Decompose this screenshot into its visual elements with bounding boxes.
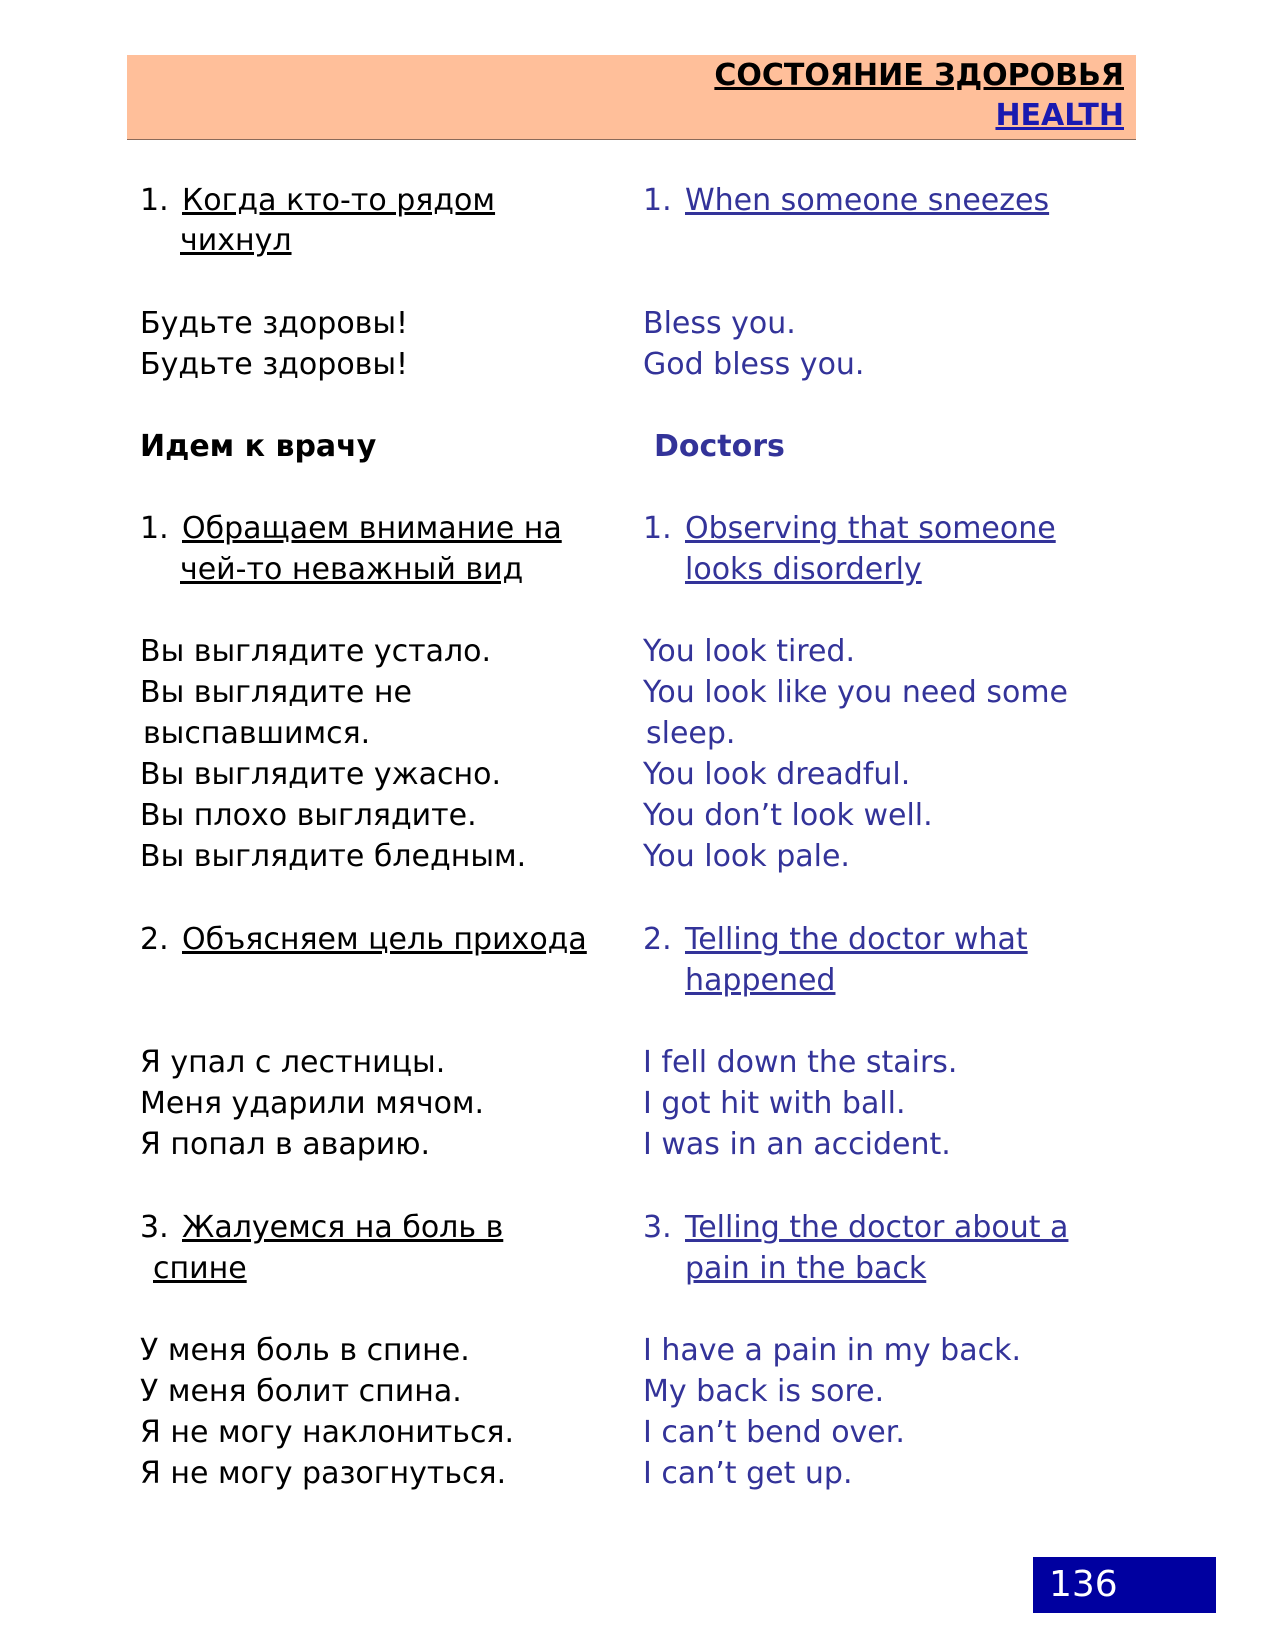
section2-phrase-en: I was in an accident. — [643, 1127, 951, 1162]
section0-phrase-en: God bless you. — [643, 347, 865, 382]
section2-heading-en[interactable] — [643, 919, 1028, 960]
section2-phrase-en: I fell down the stairs. — [643, 1045, 958, 1080]
section3-phrase-ru: Я не могу разогнуться. — [140, 1456, 507, 1491]
doctors-title-ru: Идем к врачу — [140, 429, 377, 464]
section1-heading-en-line1[interactable]: Observing that someone — [685, 511, 1056, 546]
section2-phrase-ru: Меня ударили мячом. — [140, 1086, 485, 1121]
section3-phrase-ru: Я не могу наклониться. — [140, 1415, 515, 1450]
section3-phrase-en: I can’t get up. — [643, 1456, 853, 1491]
section2-phrase-ru: Я упал с лестницы. — [140, 1045, 446, 1080]
section3-heading-ru-line2[interactable]: спине — [153, 1251, 247, 1286]
section3-heading-en-line1[interactable]: Telling the doctor about a — [685, 1210, 1069, 1245]
section1-heading-ru-line1[interactable]: Обращаем внимание на — [182, 511, 562, 546]
section0-phrase-en: Bless you. — [643, 306, 796, 341]
section3-phrase-ru: У меня боль в спине. — [140, 1333, 470, 1368]
section1-heading-en[interactable] — [643, 508, 1056, 549]
section0-phrase-ru: Будьте здоровы! — [140, 347, 409, 382]
section2-heading-ru[interactable] — [140, 919, 587, 960]
section1-phrase-en: You look pale. — [643, 839, 850, 874]
section3-phrase-ru: У меня болит спина. — [140, 1374, 462, 1409]
section3-heading-en[interactable] — [643, 1207, 1069, 1248]
section1-heading-en-num: 1. — [643, 511, 672, 546]
section1-phrase-ru: Вы плохо выглядите. — [140, 798, 477, 833]
section0-heading-en[interactable] — [643, 180, 1050, 221]
section0-heading-ru-line2[interactable]: чихнул — [180, 223, 292, 258]
section2-phrase-en: I got hit with ball. — [643, 1086, 906, 1121]
section0-heading-ru[interactable] — [140, 180, 496, 221]
section1-heading-ru-num: 1. — [140, 511, 169, 546]
section3-heading-en-num: 3. — [643, 1210, 672, 1245]
section3-phrase-en: I can’t bend over. — [643, 1415, 905, 1450]
doctors-title-en: Doctors — [654, 429, 785, 464]
section0-phrase-ru: Будьте здоровы! — [140, 306, 409, 341]
section1-heading-ru[interactable] — [140, 508, 562, 549]
section3-heading-ru-line1[interactable]: Жалуемся на боль в — [182, 1210, 504, 1245]
section3-heading-en-line2[interactable]: pain in the back — [685, 1251, 927, 1286]
header-title-en[interactable]: HEALTH — [995, 98, 1124, 133]
section3-heading-ru[interactable] — [140, 1207, 504, 1248]
section0-heading-en-line1[interactable]: When someone sneezes — [685, 183, 1050, 218]
section1-phrase-en: sleep. — [646, 716, 736, 751]
page-header — [127, 55, 1136, 140]
section1-phrase-en: You look tired. — [643, 634, 856, 669]
section2-heading-en-num: 2. — [643, 922, 672, 957]
section3-phrase-en: My back is sore. — [643, 1374, 885, 1409]
section1-phrase-ru: выспавшимся. — [143, 716, 371, 751]
section1-phrase-ru: Вы выглядите устало. — [140, 634, 492, 669]
section0-heading-en-num: 1. — [643, 183, 672, 218]
section1-heading-en-line2[interactable]: looks disorderly — [685, 552, 922, 587]
page-number: 136 — [1033, 1557, 1216, 1613]
section3-phrase-en: I have a pain in my back. — [643, 1333, 1021, 1368]
section1-phrase-en: You don’t look well. — [643, 798, 933, 833]
section1-phrase-ru: Вы выглядите не — [140, 675, 412, 710]
section1-phrase-ru: Вы выглядите бледным. — [140, 839, 527, 874]
header-title-ru[interactable]: СОСТОЯНИЕ ЗДОРОВЬЯ — [714, 58, 1124, 93]
section3-heading-ru-num: 3. — [140, 1210, 169, 1245]
section0-heading-ru-num: 1. — [140, 183, 169, 218]
section2-heading-en-line2[interactable]: happened — [685, 963, 836, 998]
section2-heading-en-line1[interactable]: Telling the doctor what — [685, 922, 1028, 957]
section0-heading-ru-line1[interactable]: Когда кто-то рядом — [182, 183, 496, 218]
section1-phrase-en: You look dreadful. — [643, 757, 911, 792]
section1-phrase-ru: Вы выглядите ужасно. — [140, 757, 502, 792]
section1-heading-ru-line2[interactable]: чей-то неважный вид — [180, 552, 524, 587]
section1-phrase-en: You look like you need some — [643, 675, 1068, 710]
section2-heading-ru-line1[interactable]: Объясняем цель прихода — [182, 922, 587, 957]
section2-heading-ru-num: 2. — [140, 922, 169, 957]
section2-phrase-ru: Я попал в аварию. — [140, 1127, 431, 1162]
